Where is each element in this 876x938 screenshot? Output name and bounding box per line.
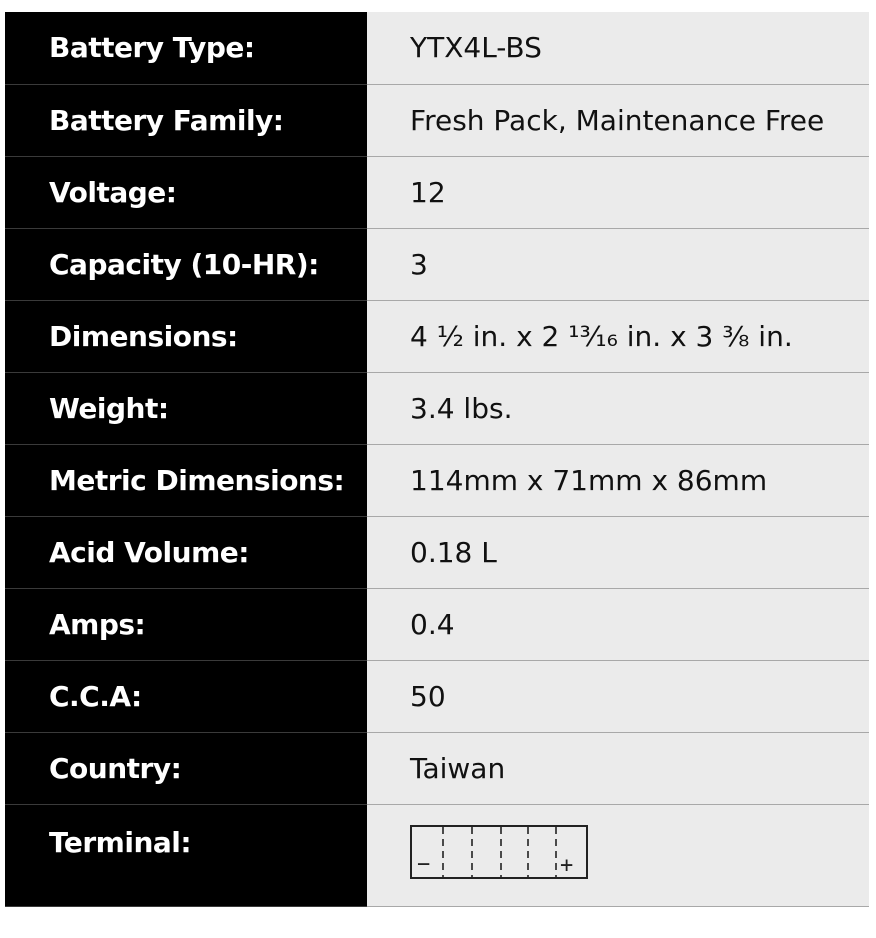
spec-label: Dimensions: — [5, 300, 367, 372]
spec-value: 3.4 lbs. — [367, 372, 869, 444]
terminal-layout-icon — [410, 825, 588, 879]
spec-value: 4 ½ in. x 2 ¹³⁄₁₆ in. x 3 ⅜ in. — [367, 300, 869, 372]
spec-row-weight — [5, 372, 869, 444]
spec-value: 0.18 L — [367, 516, 869, 588]
spec-row-country — [5, 732, 869, 804]
spec-value: 50 — [367, 660, 869, 732]
spec-label: Battery Type: — [5, 12, 367, 84]
spec-label — [5, 804, 367, 906]
spec-label: Amps: — [5, 588, 367, 660]
spec-value: Taiwan — [367, 732, 869, 804]
battery-spec-table — [5, 12, 869, 907]
spec-value: 12 — [367, 156, 869, 228]
spec-label: Voltage: — [5, 156, 367, 228]
spec-label: Weight: — [5, 372, 367, 444]
spec-value: Fresh Pack, Maintenance Free — [367, 84, 869, 156]
spec-label: Country: — [5, 732, 367, 804]
spec-row-acid-volume — [5, 516, 869, 588]
spec-label: C.C.A: — [5, 660, 367, 732]
spec-label: Capacity (10-HR): — [5, 228, 367, 300]
negative-terminal-symbol: − — [417, 851, 431, 877]
spec-row-terminal — [5, 804, 869, 906]
spec-value — [367, 804, 869, 906]
spec-row-dimensions — [5, 300, 869, 372]
spec-row-cca — [5, 660, 869, 732]
spec-label: Battery Family: — [5, 84, 367, 156]
spec-value: 114mm x 71mm x 86mm — [367, 444, 869, 516]
spec-row-amps — [5, 588, 869, 660]
spec-value: 0.4 — [367, 588, 869, 660]
spec-row-voltage — [5, 156, 869, 228]
spec-row-metric-dimensions — [5, 444, 869, 516]
terminal-label: Terminal: — [49, 825, 192, 859]
spec-label: Acid Volume: — [5, 516, 367, 588]
spec-row-battery-family — [5, 84, 869, 156]
spec-row-battery-type — [5, 12, 869, 84]
spec-row-capacity — [5, 228, 869, 300]
spec-label: Metric Dimensions: — [5, 444, 367, 516]
positive-terminal-symbol: + — [560, 852, 574, 878]
spec-value: 3 — [367, 228, 869, 300]
spec-value: YTX4L-BS — [367, 12, 869, 84]
